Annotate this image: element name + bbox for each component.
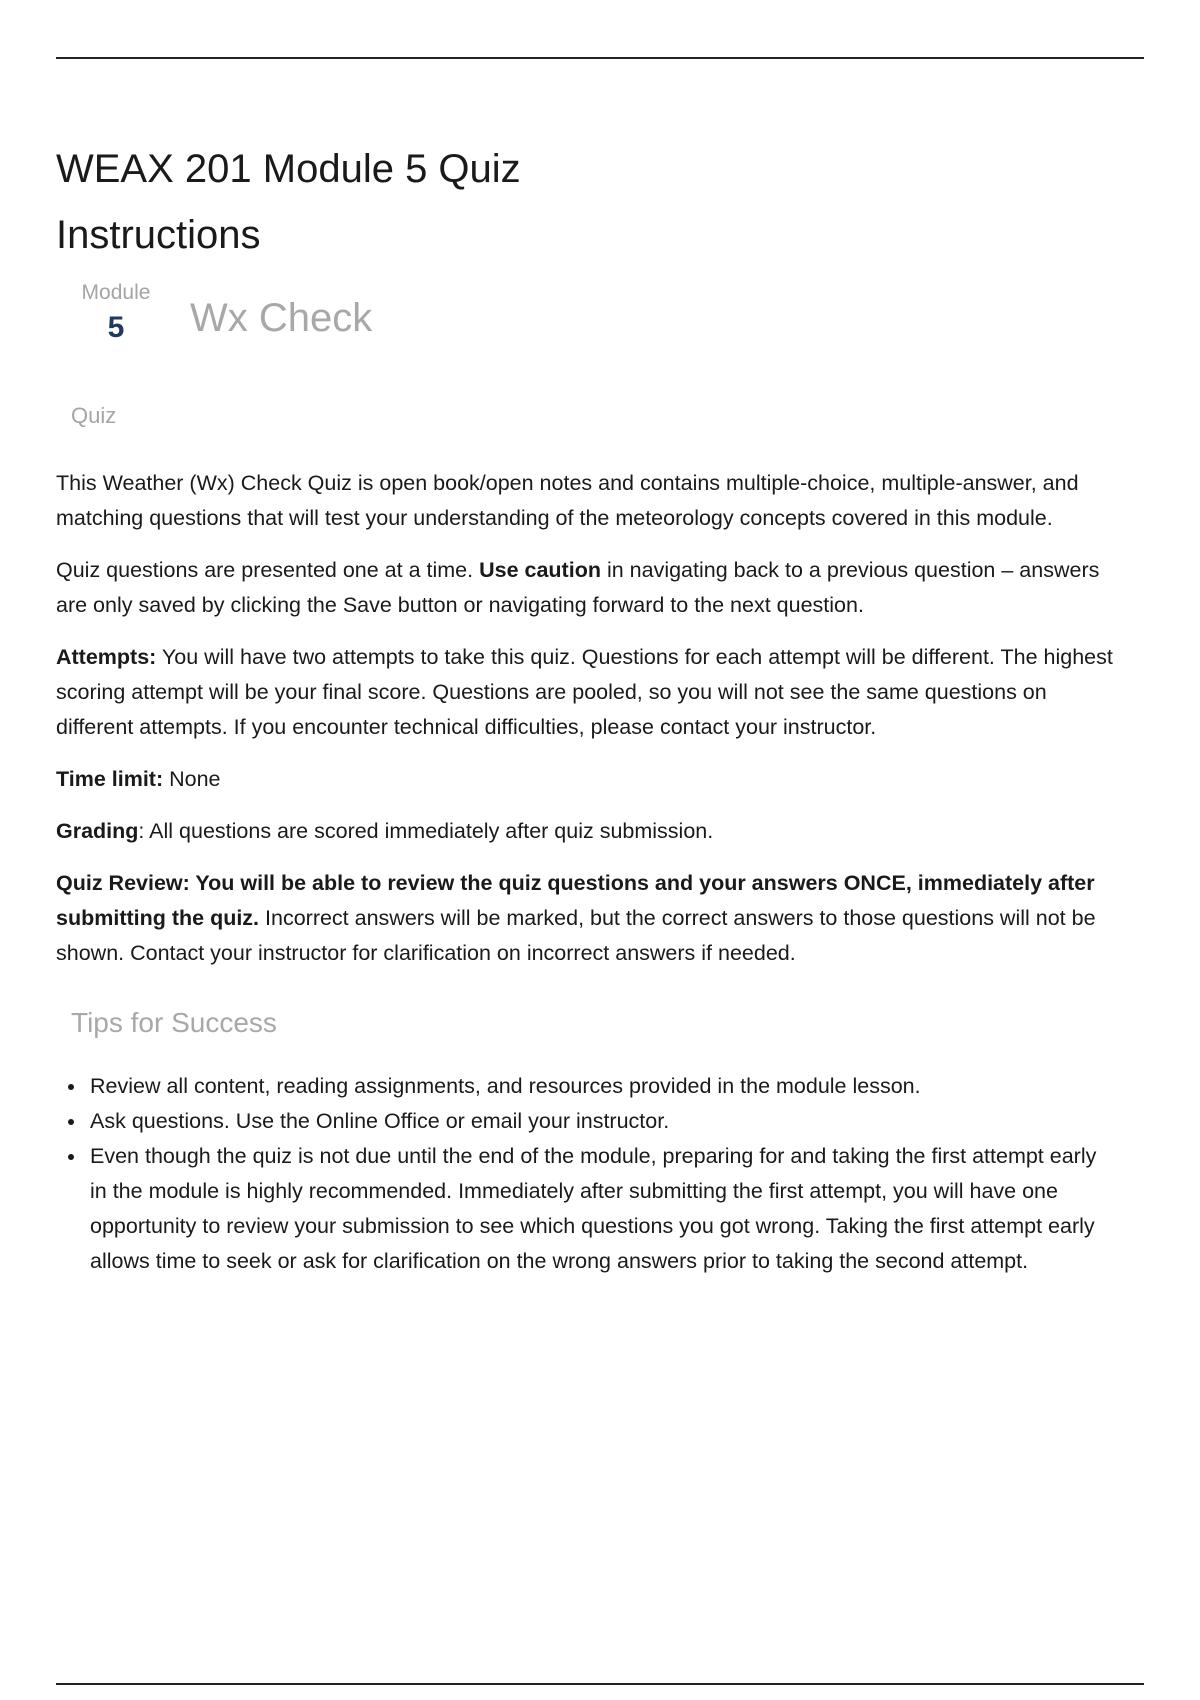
quiz-label: Quiz <box>71 403 117 428</box>
page-title: WEAX 201 Module 5 Quiz <box>56 147 521 191</box>
time-limit-label: Time limit: <box>56 767 164 791</box>
grading-paragraph <box>56 814 1116 849</box>
grading-label: Grading <box>56 819 139 843</box>
tip-item: Even though the quiz is not due until the end of the module, preparing for and taking the first attempt early in the module is highly recommended. Immediately after submitting the first attempt, you will have one opportunity to review your submission to see which questions you got wrong. Taking the first attempt early allows time to seek or ask for clarification on the wrong answers prior to taking the second attempt. <box>90 1139 1116 1279</box>
navigation-caution: Use caution <box>479 558 601 582</box>
attempts-label: Attempts: <box>56 645 157 669</box>
module-label: Module <box>81 281 151 304</box>
module-title: Wx Check <box>190 296 373 340</box>
module-badge <box>60 280 172 348</box>
top-divider <box>56 57 1144 59</box>
navigation-text-after: in navigating back to a previous question – answers are only saved by clicking the Save button or navigating forward to the next question. <box>56 558 1100 617</box>
bottom-divider <box>56 1683 1144 1685</box>
time-limit-value: None <box>163 767 221 791</box>
quiz-review-paragraph <box>56 866 1116 971</box>
quiz-review-text: Incorrect answers will be marked, but the correct answers to those questions will not be shown. Contact your instructor for clarification on incorrect answers if needed. <box>56 906 1096 965</box>
time-limit-paragraph <box>56 762 1116 797</box>
navigation-text-before: Quiz questions are presented one at a time. <box>56 558 480 582</box>
module-number: 5 <box>107 311 125 344</box>
tips-list <box>56 1069 1116 1279</box>
intro-paragraph: This Weather (Wx) Check Quiz is open book/open notes and contains multiple-choice, multiple-answer, and matching questions that will test your understanding of the meteorology concepts covered in this module. <box>56 471 1079 530</box>
navigation-paragraph <box>56 553 1116 623</box>
tips-title: Tips for Success <box>71 1007 277 1038</box>
grading-text: : All questions are scored immediately after quiz submission. <box>138 819 714 843</box>
module-header <box>56 280 1116 360</box>
document-body <box>56 140 1116 1279</box>
quiz-review-bold: Quiz Review: You will be able to review the quiz questions and your answers ONCE, immediately after submitting the quiz. <box>56 871 1095 930</box>
tip-item: Review all content, reading assignments, and resources provided in the module lesson. <box>90 1069 1116 1104</box>
tip-item: Ask questions. Use the Online Office or email your instructor. <box>90 1104 1116 1139</box>
attempts-paragraph <box>56 640 1116 745</box>
page-subtitle: Instructions <box>56 213 261 257</box>
attempts-text: You will have two attempts to take this quiz. Questions for each attempt will be different. The highest scoring attempt will be your final score. Questions are pooled, so you will not see the same questions on different attempts. If you encounter technical difficulties, please contact your instructor. <box>56 645 1113 739</box>
